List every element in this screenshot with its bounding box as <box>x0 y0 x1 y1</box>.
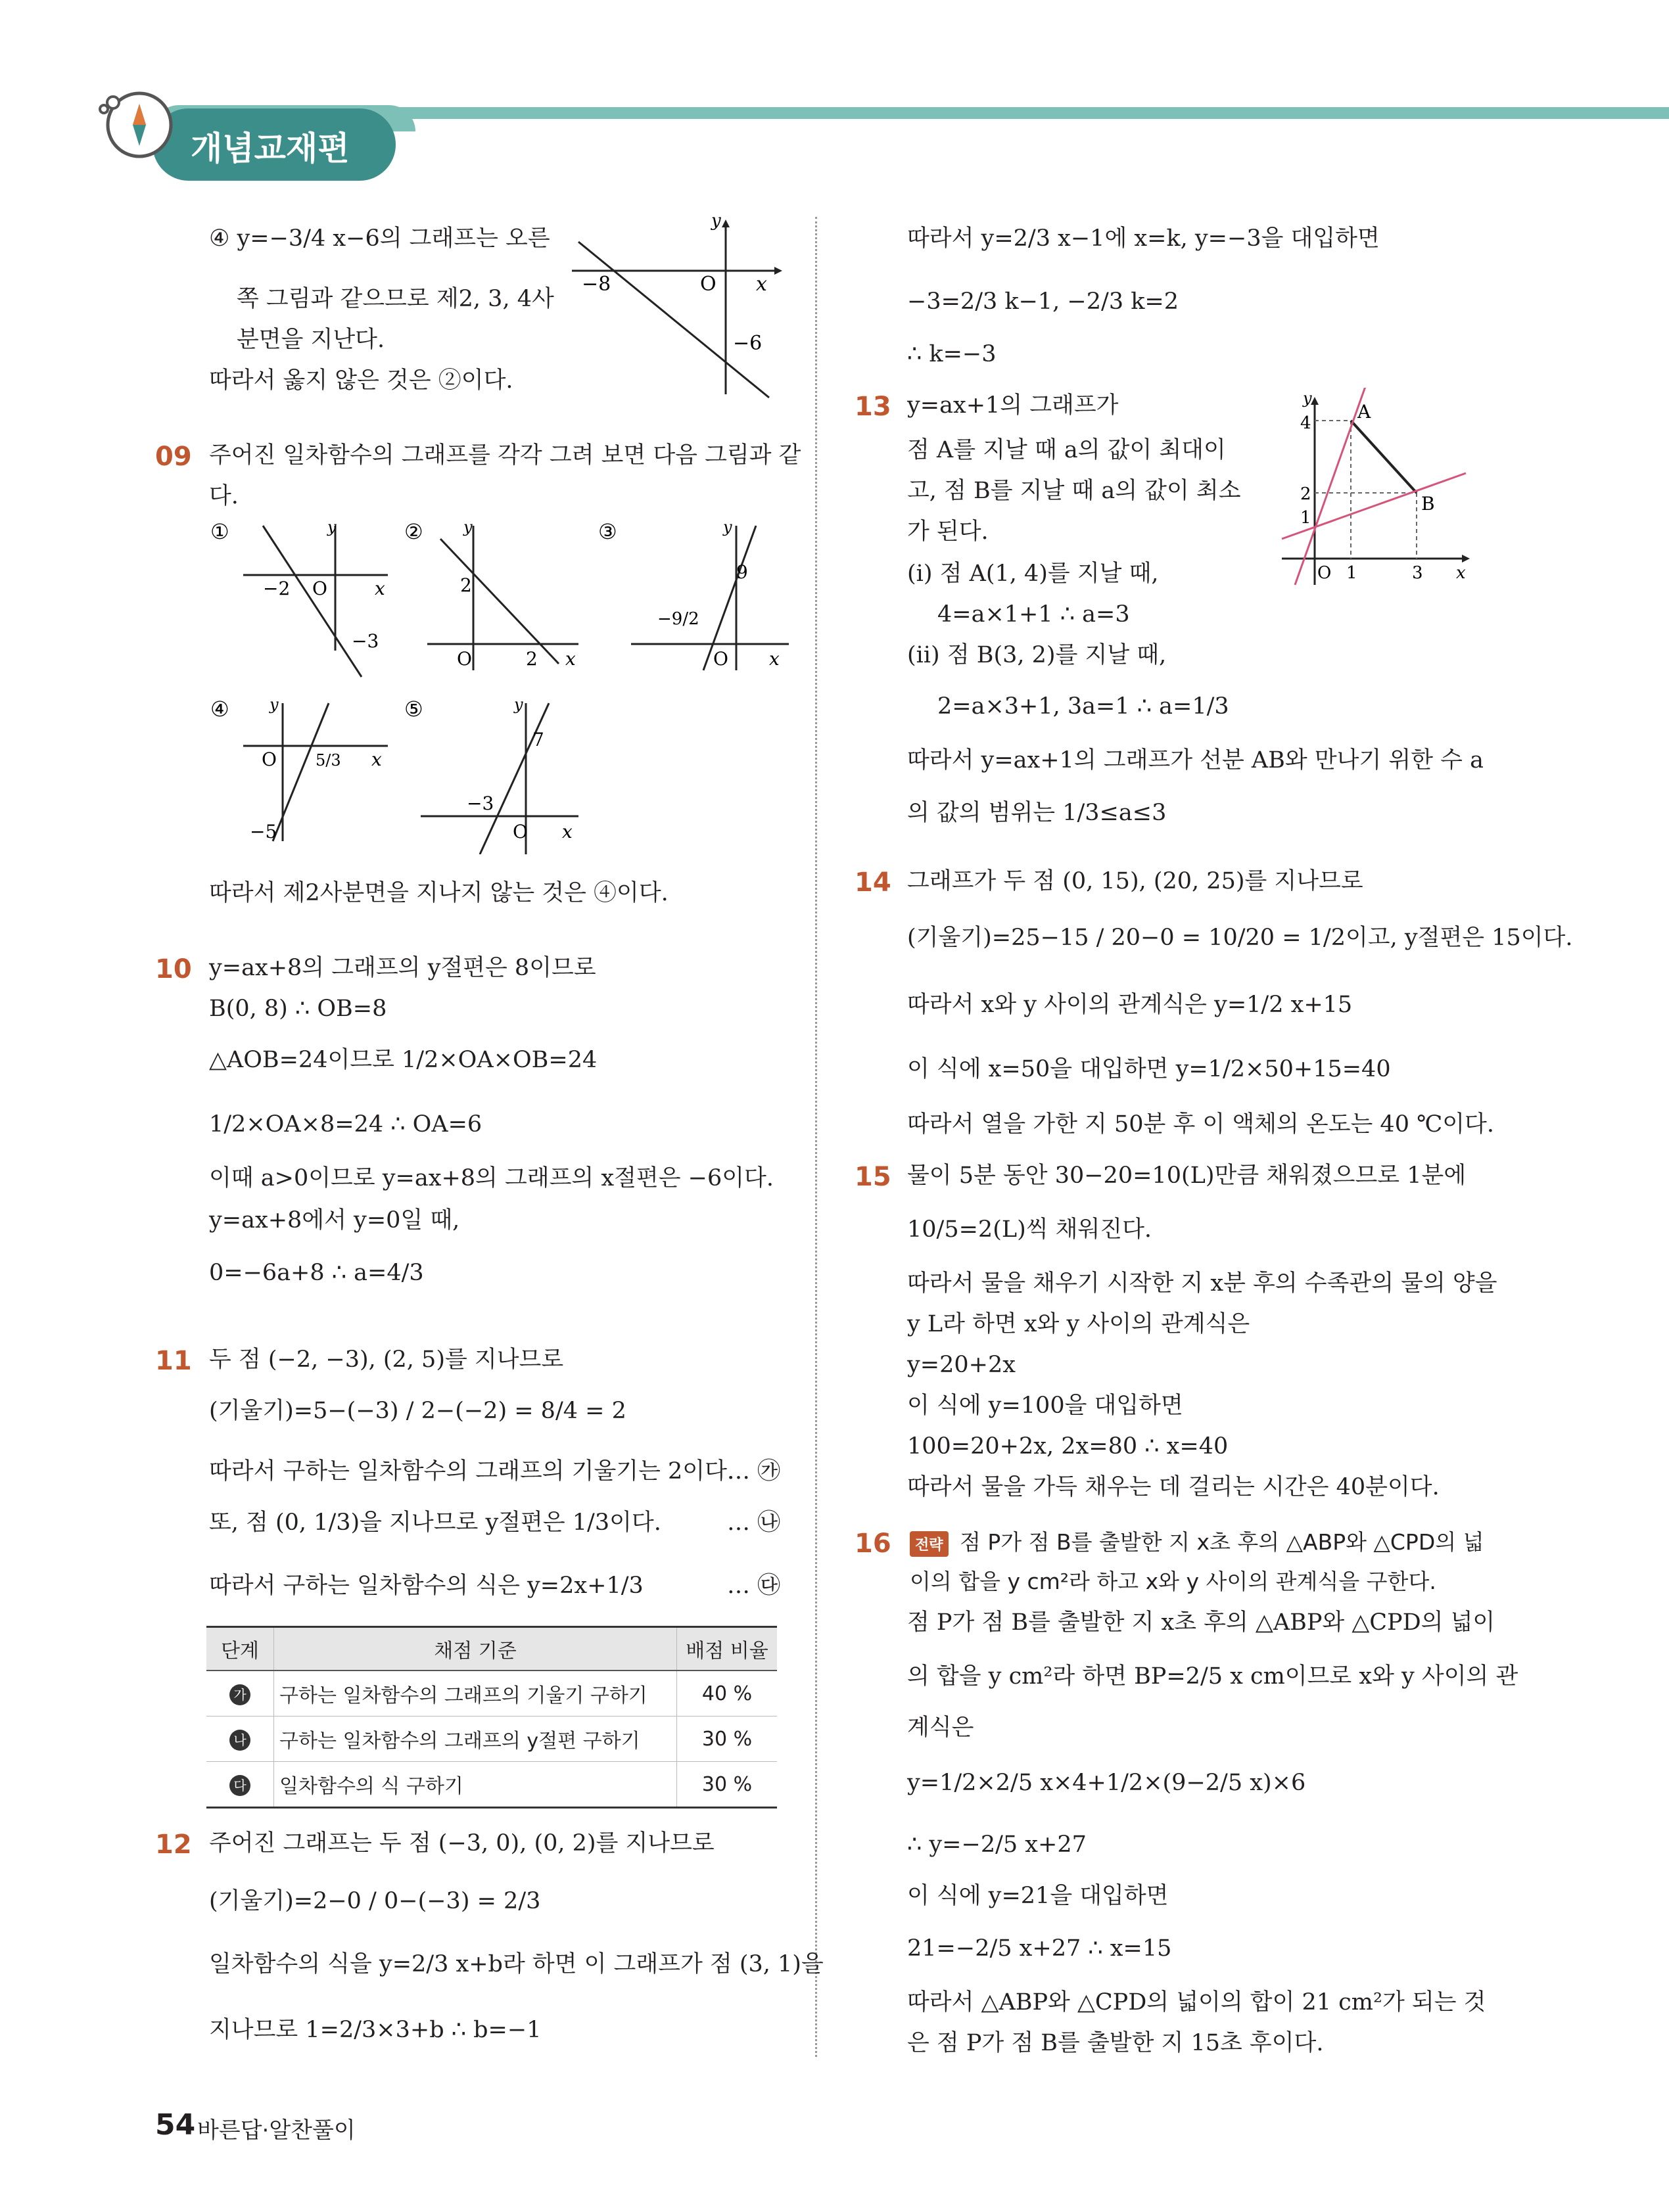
column-divider <box>815 217 817 2057</box>
svg-text:y: y <box>514 695 523 714</box>
svg-text:x: x <box>562 821 573 842</box>
p13-line10: 의 값의 범위는 1/3≤a≤3 <box>907 800 1167 826</box>
svg-text:O: O <box>713 648 728 670</box>
svg-text:x: x <box>769 648 780 670</box>
svg-text:O: O <box>457 648 472 670</box>
p11-number: 11 <box>155 1346 192 1376</box>
p10-line7: 0=−6a+8 ∴ a=4/3 <box>209 1260 424 1286</box>
p09-line1: 주어진 일차함수의 그래프를 각각 그려 보면 다음 그림과 같 <box>209 442 801 469</box>
p16-line11: 은 점 P가 점 B를 출발한 지 15초 후이다. <box>907 2030 1324 2056</box>
p09-label2: ② <box>404 519 423 544</box>
p15-line6: 이 식에 y=100을 대입하면 <box>907 1393 1183 1419</box>
p14-line1: 그래프가 두 점 (0, 15), (20, 25)를 지나므로 <box>907 868 1363 894</box>
p16-line2: 이의 합을 y cm²라 하고 x와 y 사이의 관계식을 구한다. <box>910 1569 1436 1594</box>
svg-text:1: 1 <box>1300 508 1311 528</box>
p16-line6: y=1/2×2/5 x×4+1/2×(9−2/5 x)×6 <box>907 1770 1306 1796</box>
p12c-line1: 따라서 y=2/3 x−1에 x=k, y=−3을 대입하면 <box>907 225 1380 252</box>
svg-text:x: x <box>371 749 382 770</box>
p15-line1: 물이 5분 동안 30−20=10(L)만큼 채워졌으므로 1분에 <box>907 1163 1467 1189</box>
p14-line5: 따라서 열을 가한 지 50분 후 이 액체의 온도는 40 ℃이다. <box>907 1111 1494 1138</box>
p14-line2: (기울기)=25−15 / 20−0 = 10/20 = 1/2이고, y절편은 15이다. <box>907 925 1573 951</box>
svg-text:2: 2 <box>1300 484 1311 504</box>
p11-line1: 두 점 (−2, −3), (2, 5)를 지나므로 <box>209 1347 564 1373</box>
p14-line3: 따라서 x와 y 사이의 관계식은 y=1/2 x+15 <box>907 992 1353 1018</box>
p16-line7: ∴ y=−2/5 x+27 <box>907 1832 1087 1858</box>
p13-line2: 점 A를 지날 때 a의 값이 최대이 <box>907 437 1226 463</box>
p13-line8: 2=a×3+1, 3a=1 ∴ a=1/3 <box>937 693 1229 720</box>
svg-text:9: 9 <box>736 561 748 583</box>
svg-text:O: O <box>1317 563 1332 583</box>
svg-text:y: y <box>723 518 732 536</box>
svg-text:y: y <box>1303 389 1312 407</box>
svg-text:y: y <box>327 518 337 536</box>
p09-label3: ③ <box>598 519 617 544</box>
svg-text:O: O <box>262 749 277 770</box>
svg-text:x: x <box>1456 563 1466 583</box>
p15-line7: 100=20+2x, 2x=80 ∴ x=40 <box>907 1433 1229 1460</box>
svg-text:B: B <box>1421 493 1435 515</box>
p08-line3: 분면을 지난다. <box>237 327 385 353</box>
p16-line9: 21=−2/5 x+27 ∴ x=15 <box>907 1935 1172 1962</box>
p10-number: 10 <box>155 954 192 984</box>
p13-line4: 가 된다. <box>907 518 989 545</box>
p09-label1: ① <box>210 519 229 544</box>
p09-line2: 다. <box>209 483 239 509</box>
p12-line4: 지나므로 1=2/3×3+b ∴ b=−1 <box>209 2017 542 2043</box>
p08-xint: −8 <box>582 273 611 296</box>
step-mark: 가 <box>229 1684 250 1705</box>
svg-text:−3: −3 <box>467 793 494 814</box>
svg-text:4: 4 <box>1300 413 1311 433</box>
svg-text:−3: −3 <box>352 630 379 652</box>
svg-text:O: O <box>312 578 327 599</box>
p15-line5: y=20+2x <box>907 1352 1016 1378</box>
p13-line5: (ⅰ) 점 A(1, 4)를 지날 때, <box>907 561 1159 587</box>
svg-text:2: 2 <box>526 648 538 670</box>
step-mark: 다 <box>229 1775 250 1796</box>
table-row <box>206 1671 777 1717</box>
svg-text:3: 3 <box>1412 563 1423 583</box>
p15-line3: 따라서 물을 채우기 시작한 지 x분 후의 수족관의 물의 양을 <box>907 1270 1497 1297</box>
p11-line5: 따라서 구하는 일차함수의 식은 y=2x+1/3 <box>209 1573 644 1599</box>
p11-line4: 또, 점 (0, 1/3)을 지나므로 y절편은 1/3이다. <box>209 1509 661 1536</box>
p09-label4: ④ <box>210 697 229 722</box>
p12c-line2: −3=2/3 k−1, −2/3 k=2 <box>907 288 1179 315</box>
p09-graphs <box>204 513 795 854</box>
p09-number: 09 <box>155 442 192 472</box>
svg-text:x: x <box>565 648 576 670</box>
step-mark: 나 <box>229 1730 250 1751</box>
p13-line7: (ⅱ) 점 B(3, 2)를 지날 때, <box>907 642 1167 668</box>
p08-graph <box>565 210 789 401</box>
ratio-cell: 30 % <box>677 1762 778 1808</box>
criterion-cell: 구하는 일차함수의 그래프의 y절편 구하기 <box>274 1717 677 1762</box>
svg-text:x: x <box>756 273 767 296</box>
table-header-criterion: 채점 기준 <box>274 1627 677 1671</box>
page-number: 54 <box>155 2108 196 2142</box>
p11-mark3: … ㉰ <box>727 1573 781 1599</box>
p09-label5: ⑤ <box>404 697 423 722</box>
p08-line2: 쪽 그림과 같으므로 제2, 3, 4사 <box>237 286 554 312</box>
p15-line4: y L라 하면 x와 y 사이의 관계식은 <box>907 1311 1250 1337</box>
ratio-cell: 40 % <box>677 1671 778 1717</box>
p16-line5: 계식은 <box>907 1715 974 1741</box>
p13-line1: y=ax+1의 그래프가 <box>907 392 1119 419</box>
p16-line1: 점 P가 점 B를 출발한 지 x초 후의 △ABP와 △CPD의 넓 <box>960 1529 1484 1555</box>
p10-line5: 이때 a>0이므로 y=ax+8의 그래프의 x절편은 −6이다. <box>209 1165 774 1191</box>
footer-label: 바른답·알찬풀이 <box>197 2117 356 2144</box>
svg-text:y: y <box>270 695 279 714</box>
p16-line10: 따라서 △ABP와 △CPD의 넓이의 합이 21 cm²가 되는 것 <box>907 1989 1486 2016</box>
p16-line8: 이 식에 y=21을 대입하면 <box>907 1883 1169 1909</box>
p14-line4: 이 식에 x=50을 대입하면 y=1/2×50+15=40 <box>907 1056 1391 1082</box>
p12-number: 12 <box>155 1830 192 1860</box>
svg-text:A: A <box>1357 401 1371 423</box>
table-header-step: 단계 <box>206 1627 274 1671</box>
p13-number: 13 <box>855 392 891 422</box>
svg-text:y: y <box>711 211 721 231</box>
p14-number: 14 <box>855 867 891 898</box>
svg-text:−9/2: −9/2 <box>657 609 699 629</box>
svg-text:−5: −5 <box>250 821 277 842</box>
p15-line2: 10/5=2(L)씩 채워진다. <box>907 1216 1152 1243</box>
criterion-cell: 구하는 일차함수의 그래프의 기울기 구하기 <box>274 1671 677 1717</box>
p10-line6: y=ax+8에서 y=0일 때, <box>209 1207 460 1233</box>
strategy-badge: 전략 <box>910 1531 949 1557</box>
p10-line4: 1/2×OA×8=24 ∴ OA=6 <box>209 1111 482 1138</box>
p08-line4: 따라서 옳지 않은 것은 ②이다. <box>209 367 513 394</box>
p10-line1: y=ax+8의 그래프의 y절편은 8이므로 <box>209 955 596 981</box>
p13-line3: 고, 점 B를 지날 때 a의 값이 최소 <box>907 478 1241 504</box>
p09-conclusion: 따라서 제2사분면을 지나지 않는 것은 ④이다. <box>209 880 669 906</box>
header-title: 개념교재편 <box>191 129 350 168</box>
p15-line8: 따라서 물을 가득 채우는 데 걸리는 시간은 40분이다. <box>907 1474 1440 1500</box>
p08-yint: −6 <box>733 332 763 355</box>
p10-line2: B(0, 8) ∴ OB=8 <box>209 996 387 1022</box>
p11-mark2: … ㉯ <box>727 1509 781 1536</box>
svg-text:2: 2 <box>460 574 472 596</box>
table-header-ratio: 배점 비율 <box>677 1627 778 1671</box>
clock-compass-icon <box>99 84 177 163</box>
svg-text:O: O <box>513 821 528 842</box>
p08-line1: ④ y=−3/4 x−6의 그래프는 오른 <box>209 225 550 252</box>
p16-number: 16 <box>855 1529 891 1559</box>
p11-line2: (기울기)=5−(−3) / 2−(−2) = 8/4 = 2 <box>209 1398 626 1424</box>
p12-line3: 일차함수의 식을 y=2/3 x+b라 하면 이 그래프가 점 (3, 1)을 <box>209 1951 824 1977</box>
p16-line4: 의 합을 y cm²라 하면 BP=2/5 x cm이므로 x와 y 사이의 관 <box>907 1663 1518 1690</box>
svg-text:−2: −2 <box>263 578 291 599</box>
table-row <box>206 1762 777 1808</box>
svg-text:5/3: 5/3 <box>316 751 341 770</box>
p12c-line3: ∴ k=−3 <box>907 341 997 367</box>
criterion-cell: 일차함수의 식 구하기 <box>274 1762 677 1808</box>
p10-line3: △AOB=24이므로 1/2×OA×OB=24 <box>209 1047 598 1073</box>
p11-line3: 따라서 구하는 일차함수의 그래프의 기울기는 2이다. <box>209 1458 735 1485</box>
ratio-cell: 30 % <box>677 1717 778 1762</box>
scoring-table <box>206 1626 777 1809</box>
p12-line2: (기울기)=2−0 / 0−(−3) = 2/3 <box>209 1888 541 1914</box>
p13-line9: 따라서 y=ax+1의 그래프가 선분 AB와 만나기 위한 수 a <box>907 747 1484 773</box>
p15-number: 15 <box>855 1162 891 1192</box>
svg-text:y: y <box>463 518 473 536</box>
table-row <box>206 1717 777 1762</box>
p12-line1: 주어진 그래프는 두 점 (−3, 0), (0, 2)를 지나므로 <box>209 1830 715 1856</box>
svg-text:O: O <box>700 273 717 296</box>
svg-text:x: x <box>375 578 385 599</box>
header-bar <box>388 107 1669 119</box>
svg-text:7: 7 <box>532 729 544 750</box>
p11-mark1: … ㉮ <box>727 1458 781 1485</box>
svg-text:1: 1 <box>1346 563 1357 583</box>
p13-graph <box>1269 388 1486 591</box>
p13-line6: 4=a×1+1 ∴ a=3 <box>937 601 1130 628</box>
p16-line3: 점 P가 점 B를 출발한 지 x초 후의 △ABP와 △CPD의 넓이 <box>907 1609 1495 1636</box>
